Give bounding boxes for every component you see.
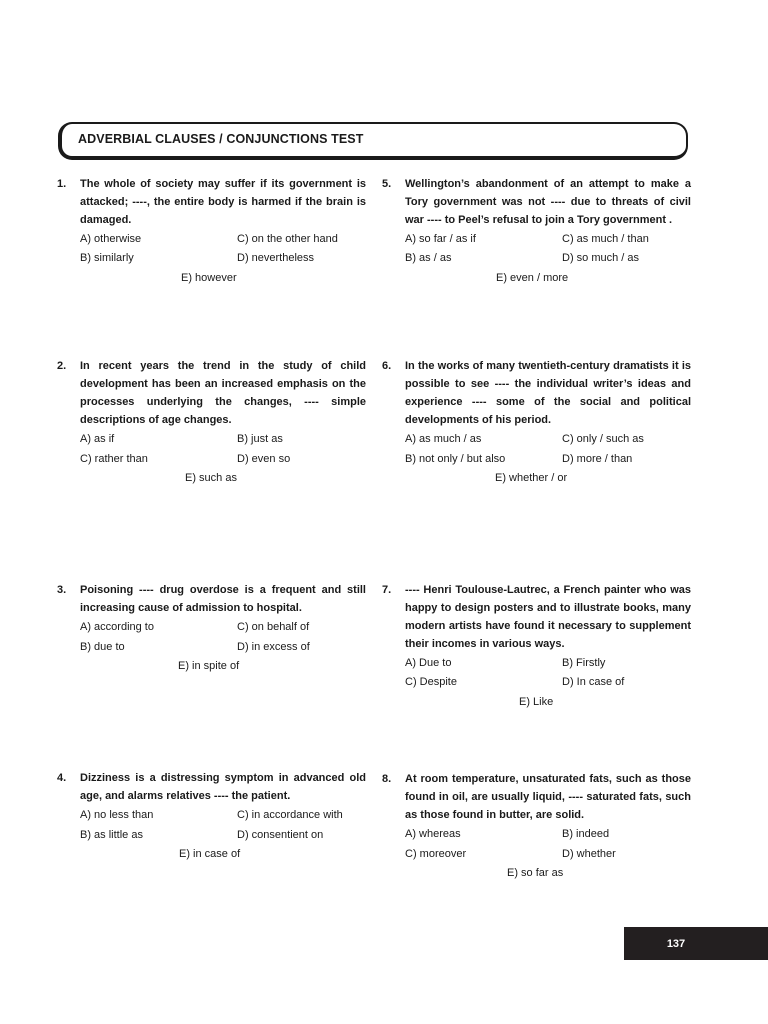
page-title: ADVERBIAL CLAUSES / CONJUNCTIONS TEST (78, 132, 364, 146)
option-e[interactable]: E) such as (185, 472, 237, 484)
question-number: 8. (382, 773, 392, 785)
option-b[interactable]: B) indeed (562, 828, 610, 840)
page-number (624, 927, 768, 960)
option-d[interactable]: D) nevertheless (237, 252, 315, 264)
option-b[interactable]: B) due to (80, 641, 125, 653)
question-6 (382, 357, 692, 492)
question-4 (57, 769, 367, 869)
question-number: 3. (57, 584, 67, 596)
question-8 (382, 770, 692, 885)
option-c[interactable]: C) rather than (80, 453, 148, 465)
question-number: 7. (382, 584, 392, 596)
option-e[interactable]: E) whether / or (495, 472, 568, 484)
page-number-text: 137 (666, 937, 686, 950)
question-stem: Wellington’s abandonment of an attempt to make a Tory government was not ---- due to threats of civil war ---- to Peel’s refusal to join a Tory government . (405, 178, 691, 226)
option-d[interactable]: D) even so (237, 453, 291, 465)
option-c[interactable]: C) on behalf of (237, 621, 310, 633)
question-7 (382, 581, 692, 716)
option-b[interactable]: B) as / as (405, 252, 452, 264)
option-e[interactable]: E) in spite of (178, 660, 240, 672)
option-d[interactable]: D) in excess of (237, 641, 310, 653)
question-stem: ---- Henri Toulouse-Lautrec, a French painter who was happy to design posters and to illustrate books, many modern artists have found it necessary to supplement their incomes in various ways. (405, 584, 691, 650)
option-a[interactable]: A) according to (80, 621, 154, 633)
option-c[interactable]: C) Despite (405, 676, 457, 688)
option-d[interactable]: D) whether (562, 848, 616, 860)
question-1 (57, 175, 367, 290)
option-d[interactable]: D) so much / as (562, 252, 640, 264)
question-stem: At room temperature, unsaturated fats, such as those found in oil, are usually liquid, ---- saturated fats, such as those found in butter, are solid. (405, 773, 691, 821)
option-b[interactable]: B) just as (237, 433, 283, 445)
option-d[interactable]: D) more / than (562, 453, 633, 465)
option-d[interactable]: D) In case of (562, 676, 625, 688)
option-c[interactable]: C) as much / than (562, 233, 649, 245)
question-stem: The whole of society may suffer if its government is attacked; ----, the entire body is harmed if the brain is damaged. (80, 178, 366, 226)
question-number: 2. (57, 360, 67, 372)
question-5 (382, 175, 692, 290)
option-a[interactable]: A) whereas (405, 828, 461, 840)
option-a[interactable]: A) so far / as if (405, 233, 476, 245)
option-e[interactable]: E) so far as (507, 867, 564, 879)
option-a[interactable]: A) otherwise (80, 233, 142, 245)
option-a[interactable]: A) Due to (405, 657, 452, 669)
option-d[interactable]: D) consentient on (237, 829, 324, 841)
option-b[interactable]: B) Firstly (562, 657, 606, 669)
question-number: 5. (382, 178, 392, 190)
option-c[interactable]: C) only / such as (562, 433, 644, 445)
question-number: 1. (57, 178, 67, 190)
option-b[interactable]: B) not only / but also (405, 453, 506, 465)
option-c[interactable]: C) on the other hand (237, 233, 338, 245)
option-c[interactable]: C) moreover (405, 848, 467, 860)
question-3 (57, 581, 367, 681)
option-e[interactable]: E) Like (519, 696, 554, 708)
option-e[interactable]: E) in case of (179, 848, 241, 860)
option-e[interactable]: E) even / more (496, 272, 569, 284)
question-number: 4. (57, 772, 67, 784)
question-stem: Poisoning ---- drug overdose is a frequent and still increasing cause of admission to hospital. (80, 584, 366, 614)
option-e[interactable]: E) however (181, 272, 237, 284)
question-stem: In recent years the trend in the study of child development has been an increased emphasis on the processes underlying the changes, ---- simple descriptions of age changes. (80, 360, 366, 426)
option-b[interactable]: B) similarly (80, 252, 134, 264)
question-stem: In the works of many twentieth-century dramatists it is possible to see ---- the individual writer’s ideas and experience ---- some of the social and political developments of his period. (405, 360, 691, 426)
option-a[interactable]: A) as if (80, 433, 115, 445)
option-a[interactable]: A) no less than (80, 809, 154, 821)
option-c[interactable]: C) in accordance with (237, 809, 343, 821)
question-stem: Dizziness is a distressing symptom in advanced old age, and alarms relatives ---- the patient. (80, 772, 366, 802)
option-b[interactable]: B) as little as (80, 829, 143, 841)
question-number: 6. (382, 360, 392, 372)
option-a[interactable]: A) as much / as (405, 433, 482, 445)
question-2 (57, 357, 367, 492)
